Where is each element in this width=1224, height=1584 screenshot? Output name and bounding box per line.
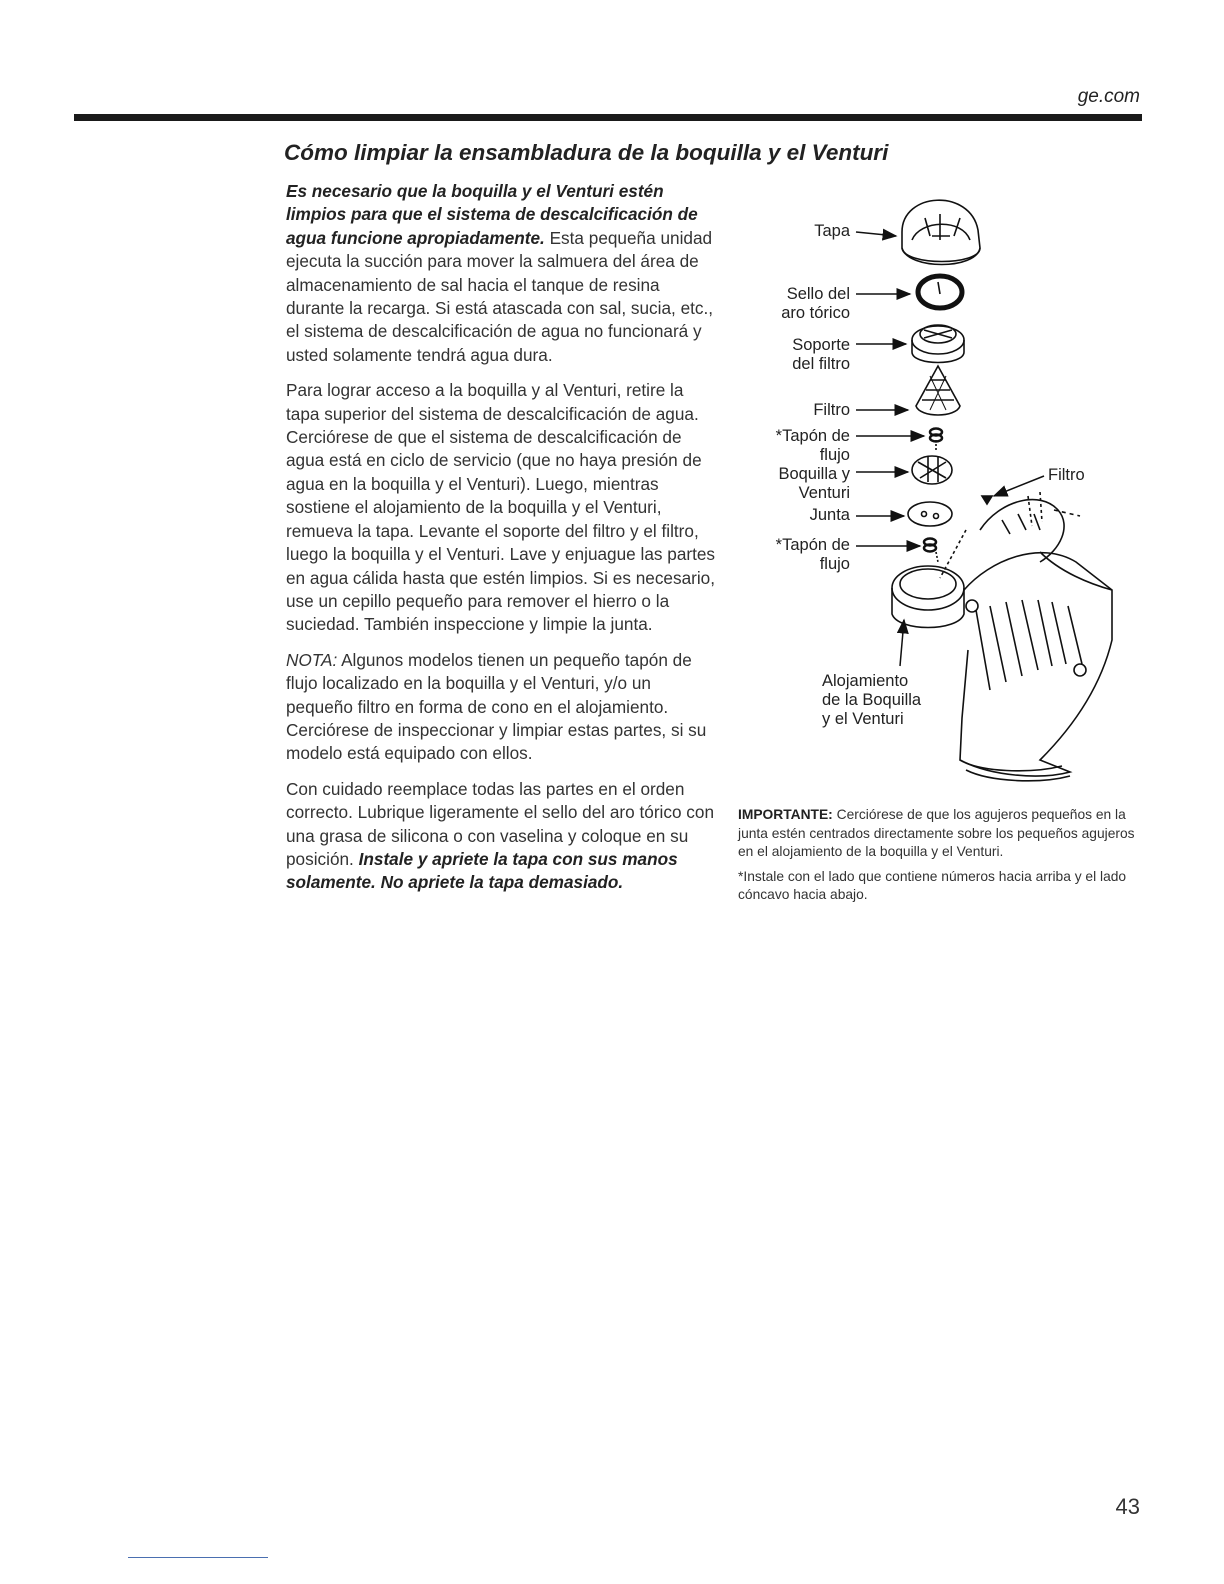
header-rule — [74, 114, 1142, 121]
note-body: Algunos modelos tienen un pequeño tapón de flujo localizado en la boquilla y el Venturi, y/o un pequeño filtro en forma de cono en el alojamiento. Cerciórese de inspeccionar y limpiar estas partes, si su modelo está equipado con ellos. — [286, 649, 707, 764]
label-flow-plug-1b: flujo — [819, 446, 850, 464]
nozzle-venturi-part — [912, 456, 952, 484]
label-housing-3: y el Venturi — [822, 710, 904, 728]
label-housing-1: Alojamiento — [822, 672, 909, 690]
paragraph-access: Para lograr acceso a la boquilla y al Venturi, retire la tapa superior del sistema de descalcificación de agua. Cerciórese de que el sistema de descalcificación de agua está en ciclo de servicio (que no haya presión de agua en la boquilla y el Venturi). Luego, mientras sostiene el alojamiento de la boquilla y el Venturi, remueva la tapa. Levante el soporte del filtro y el filtro, luego la boquilla y el Venturi. Lave y enjuague las partes en agua cálida hasta que estén limpios. Si es necesario, use un cepillo pequeño para remover el hierro o la suciedad. También inspeccione y limpie la junta. — [286, 380, 716, 635]
label-filter-right: Filtro — [1048, 466, 1085, 484]
label-nozzle-2: Venturi — [798, 484, 850, 502]
filter-support-part — [912, 325, 964, 363]
intro-lead: Es necesario que la boquilla y el Venturi estén limpios para que el sistema de descalcificación de agua funcione apropiadamente. — [286, 181, 698, 248]
nozzle-venturi-housing — [892, 440, 1112, 781]
label-gasket: Junta — [809, 506, 850, 524]
footnote: *Instale con el lado que contiene números hacia arriba y el lado cóncavo hacia abajo. — [738, 868, 1127, 902]
label-cap: Tapa — [814, 222, 850, 240]
label-filter: Filtro — [813, 401, 850, 419]
cap-part — [902, 200, 980, 264]
intro-body: Esta pequeña unidad ejecuta la succión para mover la salmuera del área de almacenamiento de sal hacia el tanque de resina durante la recarga. Si está atascada con sal, sucia, etc., el sistema de descalcificación de agua no funcionará y usted solamente tendrá agua dura. — [286, 227, 714, 365]
label-flow-plug-2a: *Tapón de — [775, 536, 850, 554]
label-nozzle-1: Boquilla y — [778, 465, 850, 483]
important-label: IMPORTANTE: — [738, 807, 833, 822]
label-housing-2: de la Boquilla — [822, 691, 922, 709]
cone-filter-part — [916, 366, 960, 415]
instructions-column — [286, 180, 716, 907]
diagram-notes — [738, 806, 1138, 911]
gasket-part — [908, 502, 952, 526]
reassemble-body: Con cuidado reemplace todas las partes en el orden correcto. Lubrique ligeramente el sello del aro tórico con una grasa de silicona o con vaselina y coloque en su posición. — [286, 778, 715, 869]
label-o-ring-1: Sello del — [786, 285, 850, 303]
paragraph-note — [286, 649, 716, 766]
important-body: Cerciórese de que los agujeros pequeños en la junta estén centrados directamente sobre los pequeños agujeros en el alojamiento de la boquilla y el Venturi. — [738, 807, 1135, 859]
section-title: Cómo limpiar la ensambladura de la boquilla y el Venturi — [284, 140, 889, 165]
label-flow-plug-2b: flujo — [819, 555, 850, 573]
footer-line — [128, 1557, 268, 1558]
reassemble-emphasis-2: No apriete la tapa demasiado. — [380, 872, 624, 893]
label-o-ring-2: aro tórico — [781, 304, 850, 322]
label-filter-support-1: Soporte — [792, 336, 850, 354]
page-number: 43 — [1115, 1494, 1140, 1519]
site-url: ge.com — [1077, 86, 1140, 107]
paragraph-intro — [286, 180, 716, 367]
o-ring-part — [918, 276, 962, 308]
paragraph-reassemble — [286, 778, 716, 895]
flow-plug-part — [924, 539, 936, 552]
label-filter-support-2: del filtro — [792, 355, 850, 373]
flow-plug-part — [930, 429, 942, 442]
label-flow-plug-1a: *Tapón de — [775, 427, 850, 445]
important-note — [738, 806, 1138, 862]
reassemble-emphasis-1: Instale y apriete la tapa con sus manos solamente. — [286, 848, 678, 893]
note-label: NOTA: — [286, 649, 338, 670]
nozzle-venturi-diagram — [740, 170, 1140, 790]
small-cone-filter-part — [982, 496, 992, 504]
